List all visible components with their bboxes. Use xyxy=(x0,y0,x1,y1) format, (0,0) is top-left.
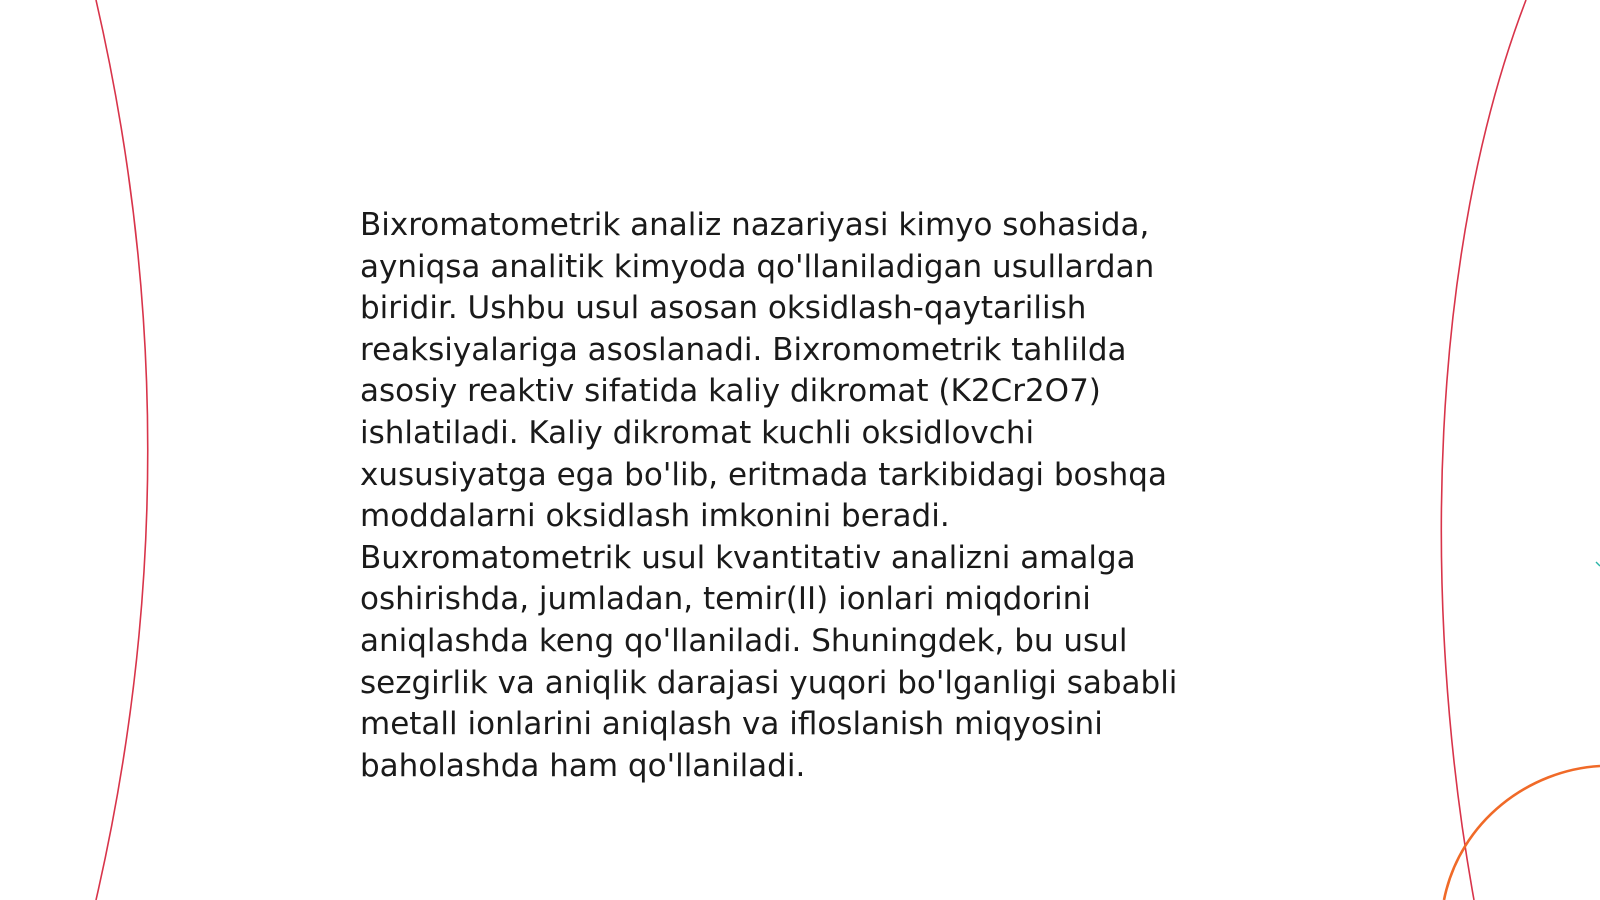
teal-accent-mark xyxy=(1596,562,1600,566)
right-arc-line xyxy=(1441,0,1526,900)
orange-circle-arc xyxy=(1444,766,1600,900)
body-paragraph: Bixromatometrik analiz nazariyasi kimyo sohasida, ayniqsa analitik kimyoda qo'llaniladigan usullardan biridir. Ushbu usul asosan oksidlash-qaytarilish reaksiyalariga asoslanadi. Bixromometrik tahlilda asosiy reaktiv sifatida kaliy dikromat (K2Cr2O7) ishlatiladi. Kaliy dikromat kuchli oksidlovchi xususiyatga ega bo'lib, eritmada tarkibidagi boshqa moddalarni oksidlash imkonini beradi. Buxromatometrik usul kvantitativ analizni amalga oshirishda, jumladan, temir(II) ionlari miqdorini aniqlashda keng qo'llaniladi. Shuningdek, bu usul sezgirlik va aniqlik darajasi yuqori bo'lganligi sababli metall ionlarini aniqlash va ifloslanish miqyosini baholashda ham qo'llaniladi. xyxy=(360,207,1178,784)
left-arc-line xyxy=(96,0,148,900)
